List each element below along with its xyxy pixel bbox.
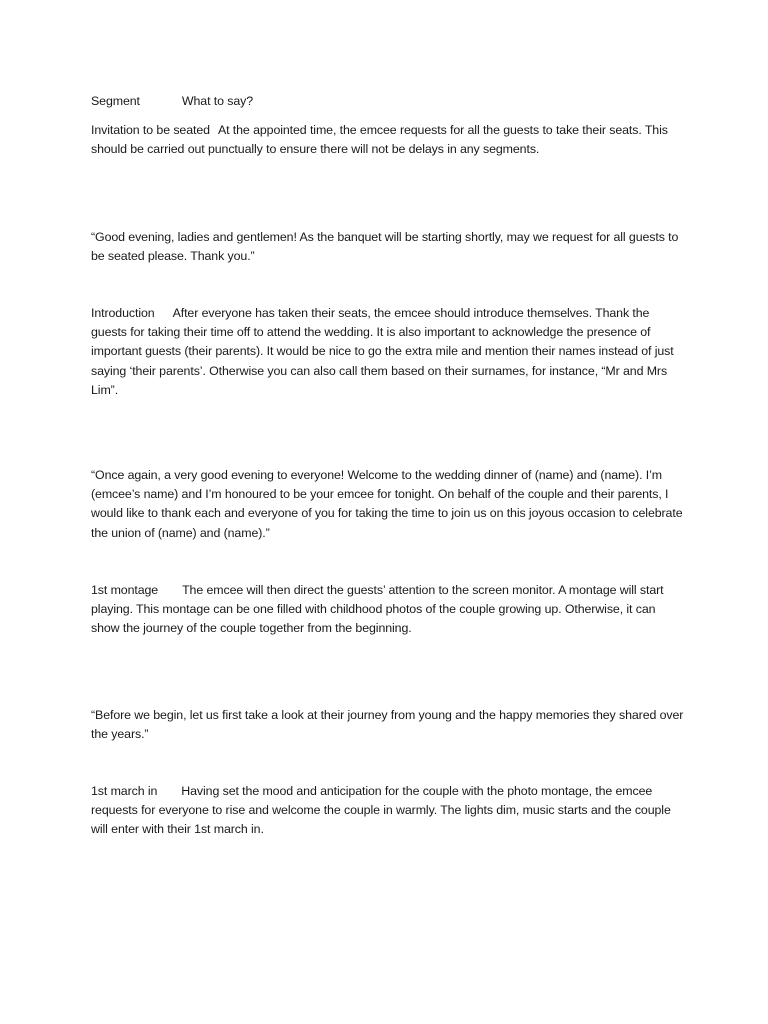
montage-label: 1st montage [91,583,159,597]
invitation-quote: “Good evening, ladies and gentlemen! As the banquet will be starting shortly, may we request for all guests to be seated please. Thank you.” [91,230,679,264]
introduction-paragraph [91,304,685,400]
montage-text: The emcee will then direct the guests’ attention to the screen monitor. A montage will start playing. This montage can be one filled with childhood photos of the couple growing up. Otherwise, it can show the journey of the couple together from the beginning. [91,583,664,636]
montage-paragraph [91,581,685,639]
introduction-text: After everyone has taken their seats, the emcee should introduce themselves. Thank the guests for taking their time off to attend the wedding. It is also important to acknowledge the presence of important guests (their parents). It would be nice to go the extra mile and mention their names instead of just saying ‘their parents’. Otherwise you can also call them based on their surnames, for instance, “Mr and Mrs Lim”. [91,306,674,397]
march-label: 1st march in [91,784,158,798]
invitation-label: Invitation to be seated [91,123,210,137]
march-text: Having set the mood and anticipation for the couple with the photo montage, the emcee requests for everyone to rise and welcome the couple in warmly. The lights dim, music starts and the couple will enter with their 1st march in. [91,784,671,837]
invitation-paragraph [91,121,685,159]
invitation-text: At the appointed time, the emcee requests for all the guests to take their seats. This should be carried out punctually to ensure there will not be delays in any segments. [91,123,668,157]
header-what-to-say: What to say? [181,94,254,108]
montage-quote: “Before we begin, let us first take a look at their journey from young and the happy memories they shared over the years.” [91,708,684,742]
march-paragraph [91,782,685,840]
introduction-label: Introduction [91,306,155,320]
introduction-quote: “Once again, a very good evening to everyone! Welcome to the wedding dinner of (name) and (name). I’m (emcee’s name) and I’m honoured to be your emcee for tonight. On behalf of the couple and their parents, I would like to thank each and everyone of you for taking the time to join us on this joyous occasion to celebrate the union of (name) and (name).” [91,468,683,540]
table-header [91,92,685,111]
header-segment: Segment [91,94,140,108]
